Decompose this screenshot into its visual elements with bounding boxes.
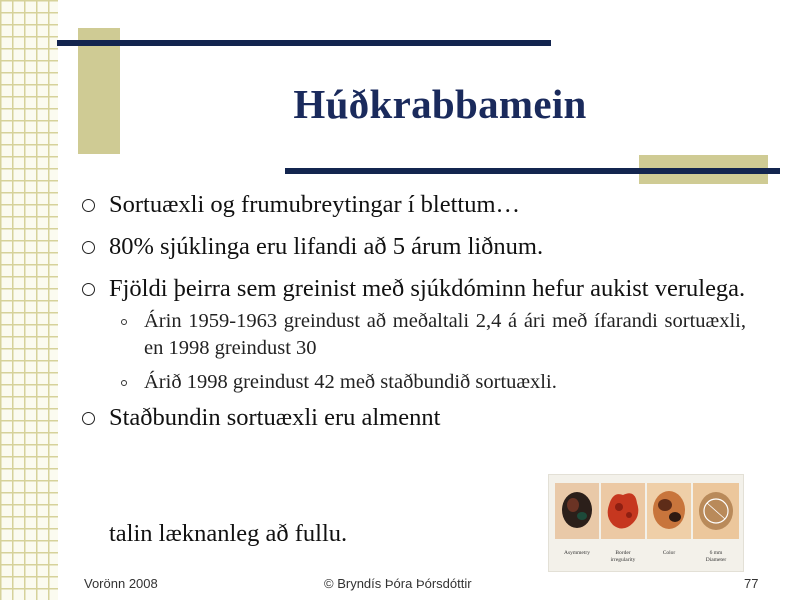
label-diameter-2: Diameter	[705, 557, 727, 563]
sub-bullet-list	[118, 308, 746, 396]
sub-bullet-item	[118, 308, 746, 362]
circle-bullet-icon	[82, 283, 95, 296]
melanoma-lesions-illustration	[549, 475, 745, 573]
label-border: Border	[615, 550, 631, 556]
circle-bullet-icon	[82, 199, 95, 212]
sub-bullet-text: Árið 1998 greindust 42 með staðbundið sortuæxli.	[144, 371, 557, 393]
bullet-text: Staðbundin sortuæxli eru almennt	[109, 404, 441, 431]
circle-bullet-icon	[82, 412, 95, 425]
bullet-list	[80, 190, 746, 445]
bullet-text: Fjöldi þeirra sem greinist með sjúkdóminn hefur aukist verulega.	[109, 275, 746, 302]
bullet-item	[80, 274, 746, 304]
top-rule	[57, 40, 551, 46]
bullet-continuation-text: talin læknanleg að fullu.	[109, 520, 348, 547]
sub-bullet-text: Árin 1959-1963 greindust að meðaltali 2,4 á ári með ífarandi sortuæxli, en 1998 greindust 30	[144, 310, 746, 359]
slide-title: Húðkrabbamein	[293, 81, 587, 127]
slide-number: 77	[744, 576, 759, 591]
bullet-text: 80% sjúklinga eru lifandi að 5 árum liðnum.	[109, 233, 544, 260]
bullet-text: Sortuæxli og frumubreytingar í blettum…	[109, 191, 521, 218]
small-circle-bullet-icon	[121, 380, 127, 386]
label-asymmetry: Asymmetry	[564, 550, 590, 556]
label-border-2: irregularity	[610, 557, 636, 563]
melanoma-abcd-image	[548, 474, 744, 572]
bullet-item	[80, 232, 746, 262]
decorative-block-left	[78, 28, 120, 154]
label-diameter: 6 mm	[709, 550, 723, 556]
label-color: Color	[662, 550, 676, 556]
title-underline-rule	[285, 168, 780, 174]
lesion-color	[653, 491, 685, 529]
decorative-grid-strip	[0, 0, 58, 600]
footer-term: Vorönn 2008	[84, 576, 158, 591]
bullet-item	[80, 403, 746, 433]
sub-bullet-item	[118, 369, 746, 396]
small-circle-bullet-icon	[121, 319, 127, 325]
footer-author: © Bryndís Þóra Þórsdóttir	[324, 576, 472, 591]
circle-bullet-icon	[82, 241, 95, 254]
bullet-item	[80, 190, 746, 220]
